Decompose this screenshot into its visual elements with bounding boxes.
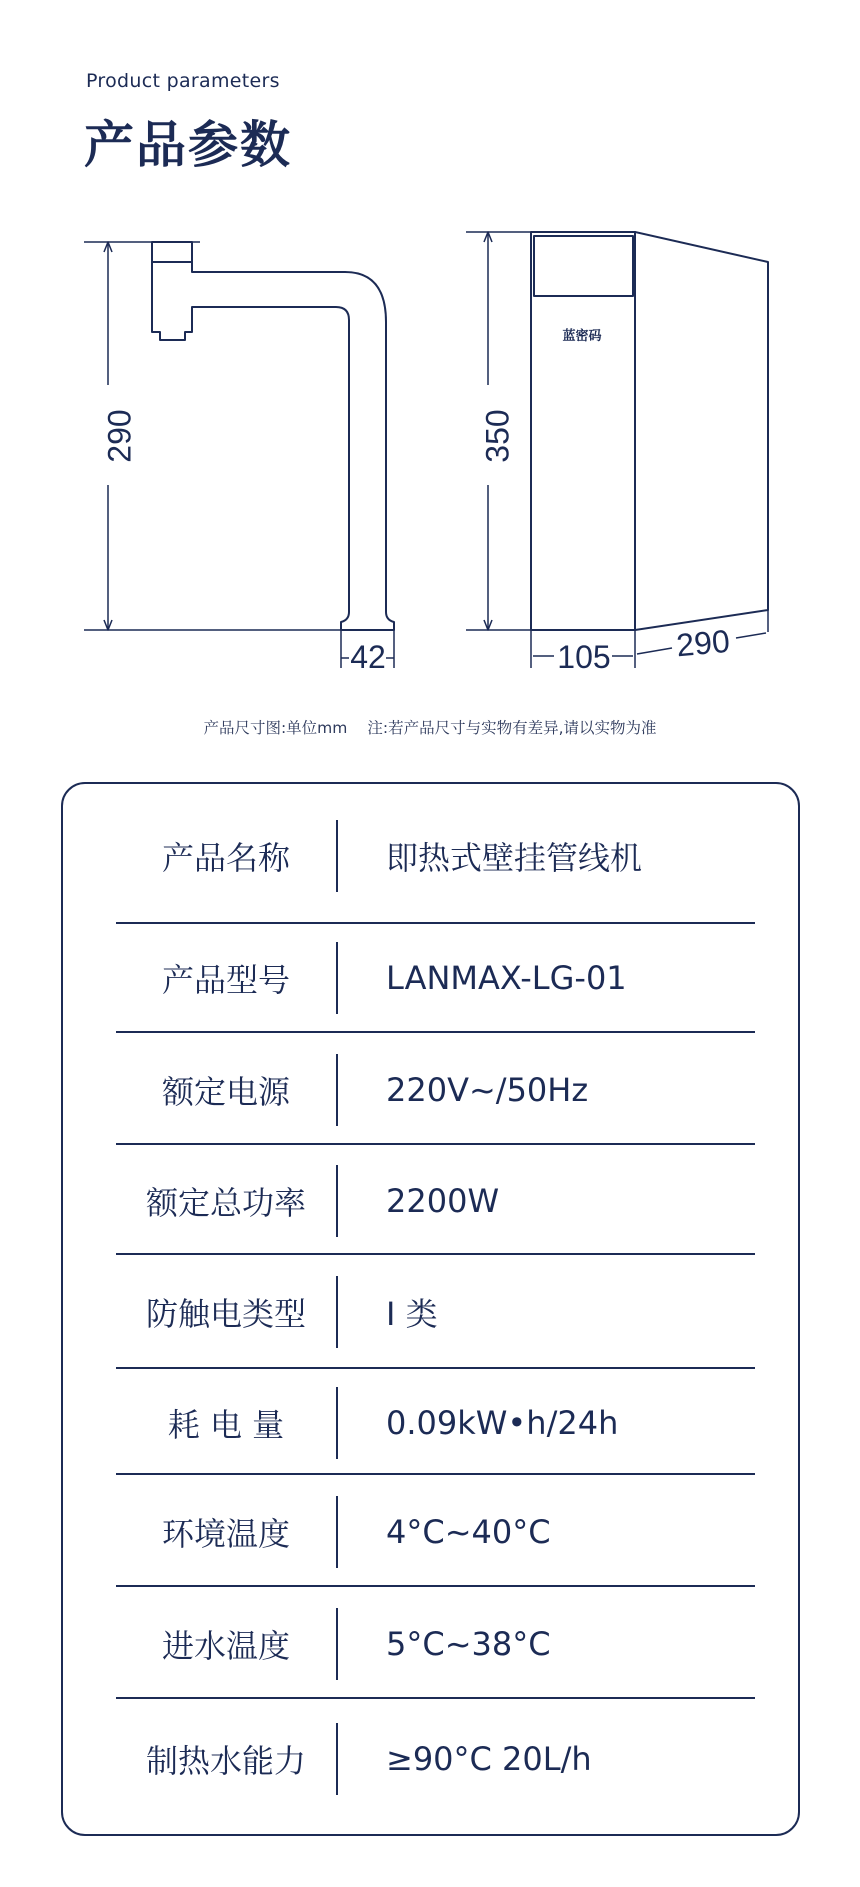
row-divider: [116, 922, 755, 924]
spec-value: 即热式壁挂管线机: [386, 839, 643, 877]
spec-label: 防触电类型: [145, 1295, 306, 1333]
unit-width-label: 105: [557, 639, 611, 675]
faucet-drawing: [152, 242, 394, 630]
spec-label: 产品名称: [161, 839, 290, 877]
row-divider: [116, 1031, 755, 1033]
spec-label: 进水温度: [161, 1627, 290, 1665]
unit-depth-label: 290: [674, 622, 732, 664]
unit-drawing: [531, 232, 768, 630]
spec-value: I 类: [386, 1295, 438, 1333]
row-divider: [116, 1253, 755, 1255]
spec-value: LANMAX-LG-01: [386, 959, 627, 997]
spec-value: 0.09kW•h/24h: [386, 1404, 619, 1442]
faucet-base-width-label: 42: [350, 639, 386, 675]
section-eyebrow: Product parameters: [86, 70, 280, 92]
spec-value: 4°C~40°C: [386, 1513, 551, 1551]
row-divider: [116, 1585, 755, 1587]
spec-row: [116, 1703, 755, 1815]
spec-row: [116, 928, 755, 1028]
dimension-diagram: [0, 0, 860, 720]
spec-table: [61, 782, 800, 1836]
spec-row: [116, 816, 755, 896]
size-unit-note: 产品尺寸图:单位mm: [203, 719, 348, 737]
size-note: [0, 716, 860, 738]
spec-label: 产品型号: [161, 961, 290, 999]
size-disclaimer: 注:若产品尺寸与实物有差异,请以实物为准: [367, 719, 657, 737]
spec-label: 额定总功率: [145, 1184, 306, 1222]
spec-label: 耗 电 量: [167, 1406, 285, 1444]
spec-label: 制热水能力: [145, 1742, 306, 1780]
spec-value: ≥90°C 20L/h: [386, 1740, 592, 1778]
spec-value: 5°C~38°C: [386, 1625, 551, 1663]
spec-row: [116, 1479, 755, 1585]
unit-brand-logo: 蓝密码: [562, 328, 602, 343]
row-divider: [116, 1367, 755, 1369]
spec-value: 2200W: [386, 1182, 500, 1220]
spec-row: [116, 1591, 755, 1697]
spec-label: 额定电源: [161, 1073, 290, 1111]
row-divider: [116, 1697, 755, 1699]
row-divider: [116, 1143, 755, 1145]
spec-row: [116, 1149, 755, 1253]
spec-row: [116, 1037, 755, 1143]
page-title: 产品参数: [84, 116, 292, 174]
spec-value: 220V~/50Hz: [386, 1071, 589, 1109]
faucet-height-label: 290: [101, 409, 138, 463]
spec-row: [116, 1259, 755, 1365]
spec-label: 环境温度: [161, 1515, 290, 1553]
unit-height-label: 350: [479, 409, 516, 463]
row-divider: [116, 1473, 755, 1475]
spec-row: [116, 1373, 755, 1473]
